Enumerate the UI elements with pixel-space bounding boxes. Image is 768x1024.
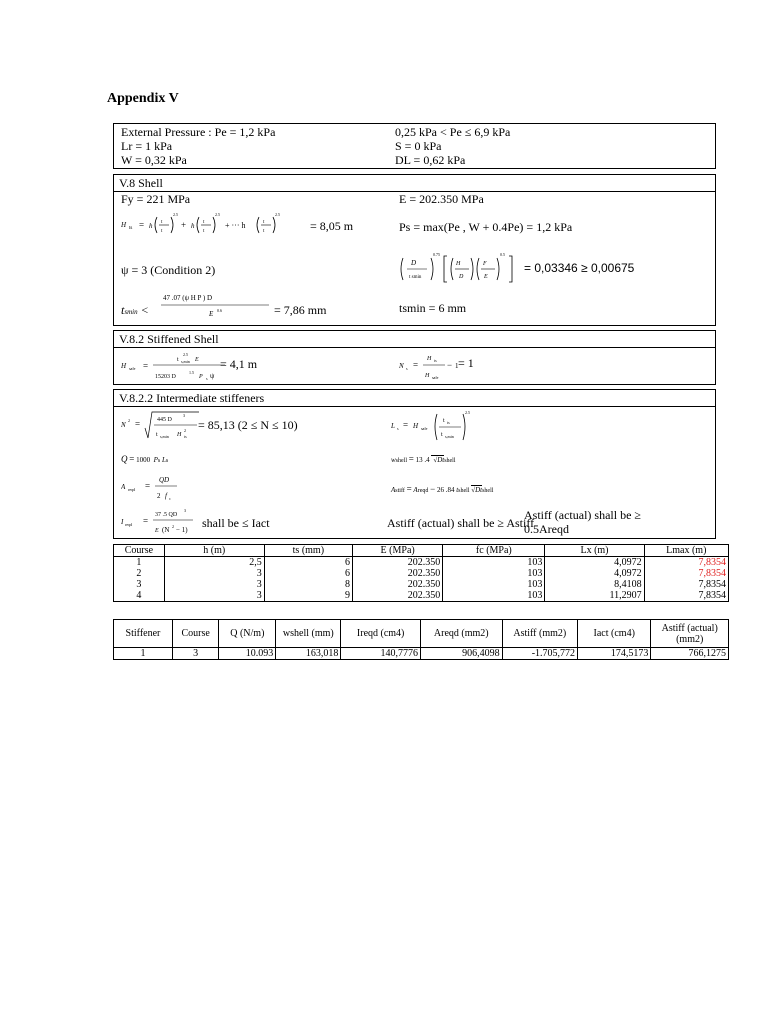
ireqd-condition: shall be ≤ Iact — [202, 516, 270, 530]
cell: 3 — [164, 590, 264, 602]
svg-text:P: P — [199, 374, 203, 380]
cell: 2 — [114, 568, 165, 579]
psi-value: ψ = 3 (Condition 2) — [121, 263, 216, 277]
svg-text:safe: safe — [129, 366, 136, 371]
svg-text:=: = — [135, 419, 141, 429]
col-astiff: Astiff (mm2) — [502, 620, 577, 648]
lmax-cell-flagged: 7,8354 — [644, 557, 728, 569]
svg-text:t: t — [161, 229, 163, 234]
loads-box — [113, 123, 716, 169]
svg-text:47 .07 (ψ H P ) D: 47 .07 (ψ H P ) D — [163, 294, 213, 302]
svg-text:QD: QD — [159, 476, 170, 484]
cell: 202.350 — [352, 590, 442, 602]
elastic-modulus: E = 202.350 MPa — [399, 192, 484, 206]
cell: 8,4108 — [545, 579, 644, 590]
svg-text:D: D — [411, 259, 417, 267]
stiffened-shell-title: V.8.2 Stiffened Shell — [114, 331, 715, 348]
q-equation: Q = 1000 Ps Ls — [121, 454, 169, 464]
shell-box — [113, 174, 716, 326]
svg-text:=: = — [139, 220, 145, 230]
hsafe-result: = 4,1 m — [220, 357, 258, 371]
svg-text:=: = — [143, 361, 149, 371]
svg-text:f: f — [165, 492, 167, 500]
pressure-range: 0,25 kPa < Pe ≤ 6,9 kPa — [395, 125, 511, 139]
yield-strength: Fy = 221 MPa — [121, 192, 191, 206]
cell: 4,0972 — [545, 568, 644, 579]
svg-text:ts: ts — [129, 226, 133, 231]
svg-text:N: N — [121, 421, 126, 429]
cell: 103 — [443, 590, 545, 602]
svg-text:t: t — [443, 418, 445, 424]
cell: 1 — [114, 648, 173, 660]
cell: 7,8354 — [644, 590, 728, 602]
astiff-condition: Astiff (actual) shall be ≥ Astiff — [387, 516, 535, 530]
intermediate-stiffeners-box — [113, 389, 716, 539]
svg-text:t smin: t smin — [409, 275, 422, 280]
svg-text:E: E — [195, 357, 199, 363]
appendix-heading: Appendix V — [107, 91, 179, 106]
svg-text:H: H — [427, 356, 432, 362]
svg-text:t: t — [263, 220, 265, 225]
svg-text:t: t — [156, 432, 158, 438]
svg-text:− 1): − 1) — [176, 526, 188, 534]
svg-text:E: E — [209, 310, 214, 318]
svg-text:1.5: 1.5 — [189, 370, 194, 375]
cell: -1.705,772 — [502, 648, 577, 660]
snow-load: S = 0 kPa — [395, 139, 442, 153]
cell: 906,4098 — [420, 648, 502, 660]
svg-text:safe: safe — [432, 375, 439, 380]
svg-text:ψ: ψ — [210, 372, 215, 380]
col-lmax: Lmax (m) — [644, 545, 728, 557]
svg-text:F: F — [483, 261, 487, 267]
svg-text:safe: safe — [421, 426, 428, 431]
svg-text:h: h — [149, 222, 153, 230]
svg-text:0.5: 0.5 — [500, 252, 505, 257]
lmax-cell-flagged: 7,8354 — [644, 568, 728, 579]
svg-text:t: t — [263, 229, 265, 234]
n2-result: = 85,13 (2 ≤ N ≤ 10) — [198, 418, 298, 432]
svg-text:reqd: reqd — [128, 487, 136, 492]
stiffened-shell-box — [113, 330, 716, 385]
col-lx: Lx (m) — [545, 545, 644, 557]
col-e: E (MPa) — [352, 545, 442, 557]
svg-text:2: 2 — [184, 428, 186, 433]
svg-text:−: − — [447, 360, 453, 370]
cell: 103 — [443, 568, 545, 579]
ps-equation: Ps = max(Pe , W + 0.4Pe) = 1,2 kPa — [399, 220, 573, 234]
svg-text:37 .5 QD: 37 .5 QD — [155, 512, 178, 518]
cell: 3 — [164, 568, 264, 579]
svg-text:=: = — [413, 360, 419, 370]
col-astiff-actual: Astiff (actual) (mm2) — [651, 620, 729, 648]
svg-text:2: 2 — [157, 492, 161, 500]
table-row — [114, 568, 729, 579]
svg-text:t: t — [203, 229, 205, 234]
cell: 202.350 — [352, 579, 442, 590]
table-row — [114, 590, 729, 602]
hts-equation-graphic — [121, 209, 321, 239]
cell: 174,5173 — [578, 648, 651, 660]
col-course: Course — [114, 545, 165, 557]
stiffener-table-header — [114, 620, 729, 648]
astiff-equation: Astiff = Areqd − 26 .84 tshell √Dtshell — [391, 484, 494, 494]
svg-text:15203 D: 15203 D — [155, 374, 176, 380]
cell: 202.350 — [352, 568, 442, 579]
svg-text:N: N — [399, 362, 404, 370]
col-areqd: Areqd (mm2) — [420, 620, 502, 648]
table-row — [114, 579, 729, 590]
col-q: Q (N/m) — [219, 620, 276, 648]
svg-text:t: t — [203, 220, 205, 225]
col-ts: ts (mm) — [264, 545, 352, 557]
cell: 3 — [172, 648, 219, 660]
tsmin-calc-result: = 7,86 mm — [274, 303, 327, 317]
svg-text:D: D — [459, 274, 464, 280]
svg-text:=: = — [145, 481, 151, 491]
hts-result: = 8,05 m — [310, 219, 354, 233]
svg-text:E: E — [155, 528, 159, 534]
cell: 11,2907 — [545, 590, 644, 602]
svg-text:reqd: reqd — [125, 522, 133, 527]
ns-result: = 1 — [458, 356, 474, 370]
col-h: h (m) — [164, 545, 264, 557]
shell-section-title: V.8 Shell — [114, 175, 715, 192]
svg-text:H: H — [425, 373, 430, 379]
col-fc: fc (MPa) — [443, 545, 545, 557]
svg-text:L: L — [391, 422, 395, 430]
cell: 1 — [114, 557, 165, 569]
wshell-equation: wshell = 13 .4 √Dtshell — [391, 454, 456, 464]
cell: 4,0972 — [545, 557, 644, 569]
svg-text:c: c — [169, 496, 171, 501]
roof-live-load: Lr = 1 kPa — [121, 139, 173, 153]
col-iact: Iact (cm4) — [578, 620, 651, 648]
svg-text:+: + — [181, 220, 187, 230]
astiff-half-condition: Astiff (actual) shall be ≥ 0.5Areqd — [524, 508, 641, 536]
svg-text:+ ··· h: + ··· h — [225, 221, 246, 230]
cell: 766,1275 — [651, 648, 729, 660]
cell: 140,7776 — [341, 648, 421, 660]
svg-text:t: t — [441, 432, 443, 438]
svg-text:=: = — [143, 516, 149, 526]
svg-text:h: h — [191, 222, 195, 230]
svg-text:t: t — [177, 357, 179, 363]
cell: 9 — [264, 590, 352, 602]
svg-text:0.75: 0.75 — [433, 252, 440, 257]
cell: 3 — [114, 579, 165, 590]
wind-load: W = 0,32 kPa — [121, 153, 187, 167]
svg-text:2.5: 2.5 — [173, 212, 178, 217]
svg-text:s: s — [406, 366, 408, 371]
stiffener-table — [113, 619, 729, 660]
svg-text:3: 3 — [184, 508, 186, 513]
cell: 3 — [164, 579, 264, 590]
svg-text:2.5: 2.5 — [215, 212, 220, 217]
svg-text:s,min: s,min — [160, 434, 169, 439]
svg-text:3: 3 — [183, 413, 185, 418]
ratio-result: = 0,03346 ≥ 0,00675 — [524, 261, 635, 275]
svg-text:=: = — [403, 420, 409, 430]
cell: 7,8354 — [644, 579, 728, 590]
cell: 202.350 — [352, 557, 442, 569]
svg-text:s: s — [397, 426, 399, 431]
table-row — [114, 557, 729, 569]
cell: 8 — [264, 579, 352, 590]
col-course: Course — [172, 620, 219, 648]
svg-text:445 D: 445 D — [157, 417, 172, 423]
svg-text:ts: ts — [184, 434, 187, 439]
cell: 6 — [264, 557, 352, 569]
cell: 2,5 — [164, 557, 264, 569]
svg-text:E: E — [484, 274, 488, 280]
course-table-header — [114, 545, 729, 557]
svg-text:1: 1 — [455, 362, 459, 370]
ratio-equation-graphic — [399, 250, 529, 288]
areqd-equation-graphic — [121, 474, 201, 504]
svg-text:ts: ts — [447, 420, 450, 425]
svg-text:t: t — [161, 220, 163, 225]
ireqd-equation-graphic — [121, 506, 201, 538]
col-wshell: wshell (mm) — [276, 620, 341, 648]
svg-text:2.5: 2.5 — [465, 410, 470, 415]
cell: 10.093 — [219, 648, 276, 660]
cell: 163,018 — [276, 648, 341, 660]
svg-text:s: s — [206, 376, 208, 381]
svg-text:H: H — [413, 422, 419, 430]
svg-text:2: 2 — [172, 524, 174, 529]
tsmin-value: tsmin = 6 mm — [399, 301, 467, 315]
svg-text:s,min: s,min — [181, 359, 190, 364]
svg-text:H: H — [177, 432, 182, 438]
svg-text:H: H — [456, 261, 461, 267]
col-stiffener: Stiffener — [114, 620, 173, 648]
dead-load: DL = 0,62 kPa — [395, 153, 466, 167]
svg-text:2.5: 2.5 — [275, 212, 280, 217]
svg-text:I: I — [121, 518, 124, 526]
table-row — [114, 648, 729, 660]
course-table — [113, 544, 729, 602]
cell: 103 — [443, 579, 545, 590]
intermediate-stiffeners-title: V.8.2.2 Intermediate stiffeners — [114, 390, 715, 407]
svg-text:0.6: 0.6 — [217, 308, 222, 313]
col-ireqd: Ireqd (cm4) — [341, 620, 421, 648]
cell: 6 — [264, 568, 352, 579]
tsmin-calc-label: tsmin < — [121, 303, 149, 317]
cell: 4 — [114, 590, 165, 602]
svg-text:2: 2 — [128, 418, 130, 423]
svg-text:2.5: 2.5 — [183, 352, 188, 357]
svg-text:s,min: s,min — [445, 434, 454, 439]
svg-text:H: H — [121, 221, 127, 229]
external-pressure: External Pressure : Pe = 1,2 kPa — [121, 125, 276, 139]
svg-text:(N: (N — [162, 526, 170, 534]
svg-text:H: H — [121, 362, 127, 370]
svg-text:A: A — [121, 483, 126, 491]
svg-text:ts: ts — [434, 358, 437, 363]
ls-equation-graphic — [391, 406, 511, 446]
cell: 103 — [443, 557, 545, 569]
